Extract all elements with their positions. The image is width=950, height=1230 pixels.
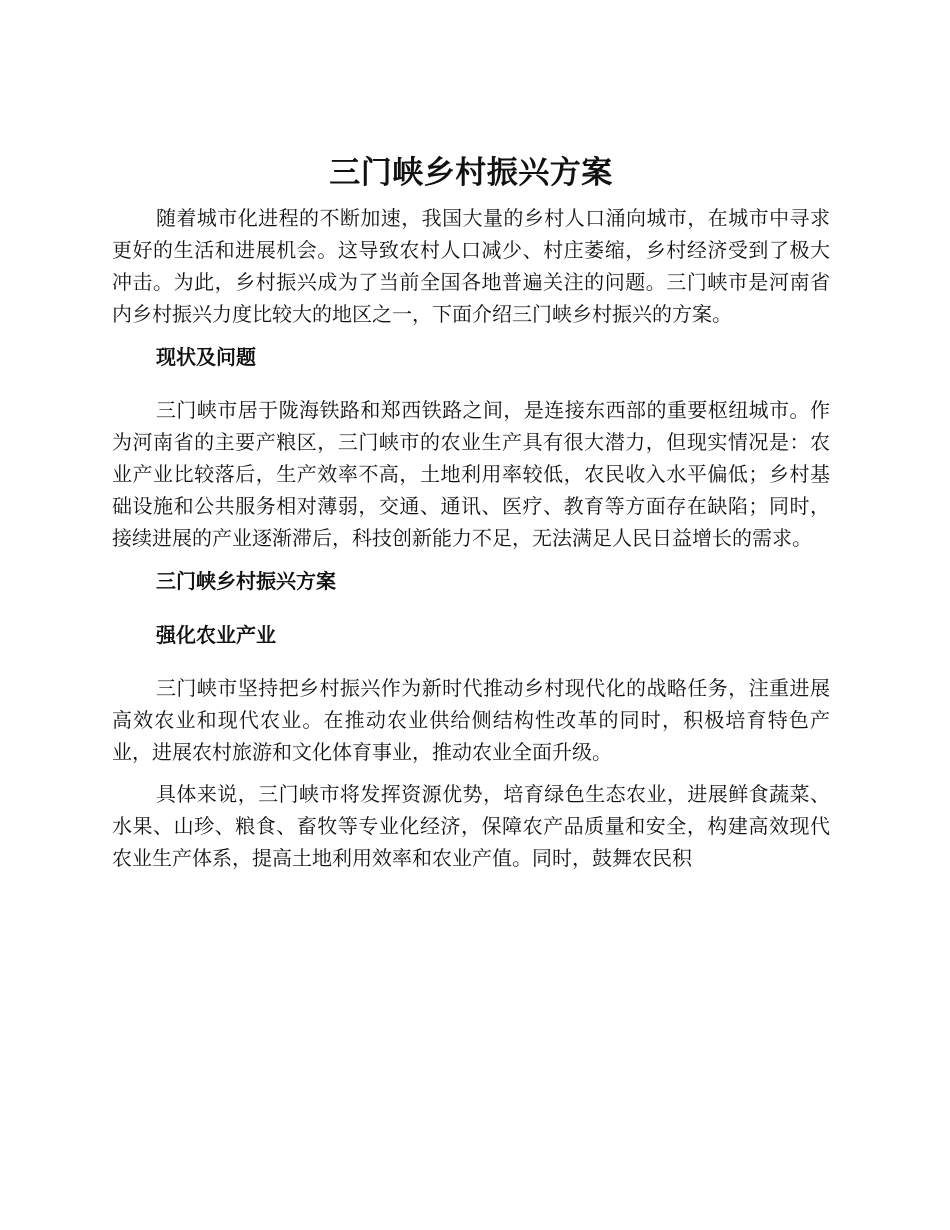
document-page	[112, 150, 830, 884]
agriculture-paragraph-1: 三门峡市坚持把乡村振兴作为新时代推动乡村现代化的战略任务，注重进展高效农业和现代农业。在推动农业供给侧结构性改革的同时，积极培育特色产业，进展农村旅游和文化体育事业，推动农业全面升级。	[112, 676, 830, 764]
intro-paragraph: 随着城市化进程的不断加速，我国大量的乡村人口涌向城市，在城市中寻求更好的生活和进展机会。这导致农村人口减少、村庄萎缩，乡村经济受到了极大冲击。为此，乡村振兴成为了当前全国各地普遍关注的问题。三门峡市是河南省内乡村振兴力度比较大的地区之一，下面介绍三门峡乡村振兴的方案。	[112, 206, 830, 326]
section-heading-status: 现状及问题	[156, 345, 256, 369]
subsection-heading-agriculture: 强化农业产业	[156, 623, 276, 647]
status-paragraph: 三门峡市居于陇海铁路和郑西铁路之间，是连接东西部的重要枢纽城市。作为河南省的主要产粮区，三门峡市的农业生产具有很大潜力，但现实情况是：农业产业比较落后，生产效率不高，土地利用率较低，农民收入水平偏低；乡村基础设施和公共服务相对薄弱，交通、通讯、医疗、教育等方面存在缺陷；同时，接续进展的产业逐渐滞后，科技创新能力不足，无法满足人民日益增长的需求。	[112, 398, 830, 550]
document-title: 三门峡乡村振兴方案	[329, 155, 613, 191]
agriculture-paragraph-2: 具体来说，三门峡市将发挥资源优势，培育绿色生态农业，进展鲜食蔬菜、水果、山珍、粮食、畜牧等专业化经济，保障农产品质量和安全，构建高效现代农业生产体系，提高土地利用效率和农业产值。同时，鼓舞农民积	[112, 782, 830, 870]
section-heading-plan: 三门峡乡村振兴方案	[156, 569, 336, 593]
